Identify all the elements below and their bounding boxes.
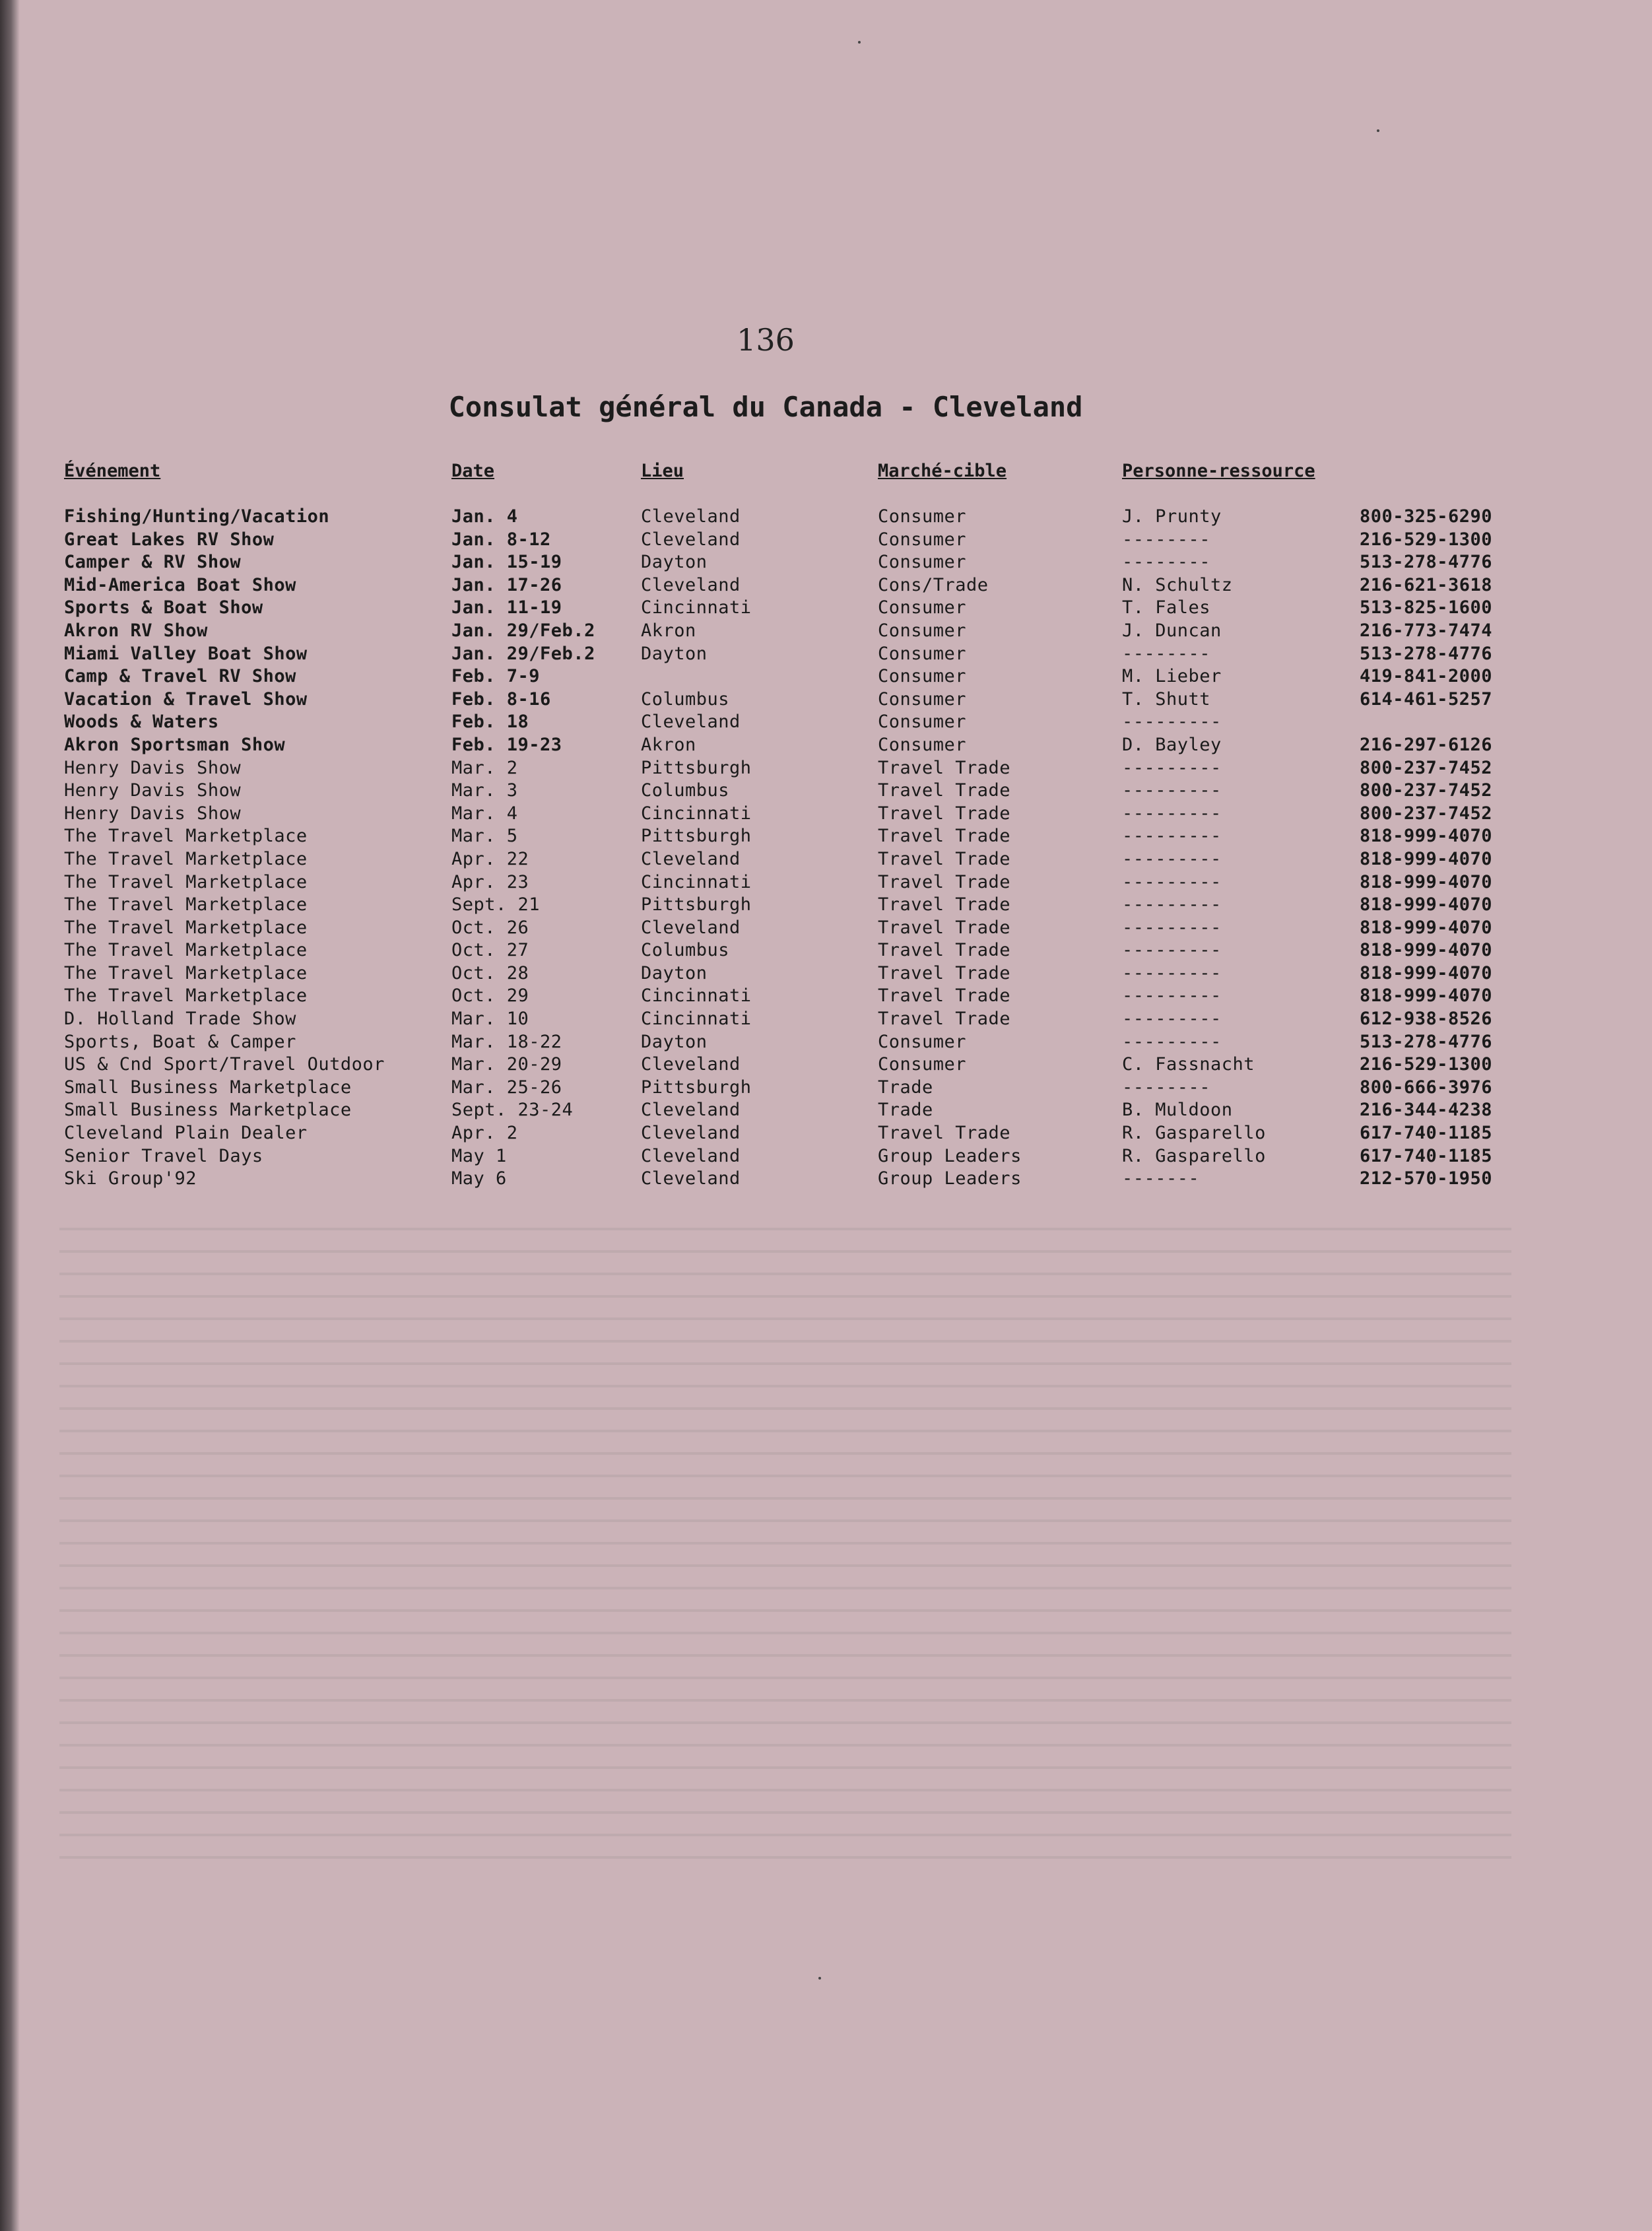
binding-edge	[0, 0, 20, 2231]
event-phone: 818-999-4070	[1360, 917, 1493, 938]
event-contact: ---------	[1122, 962, 1222, 983]
event-name: Camper & RV Show	[64, 552, 242, 573]
event-name: The Travel Marketplace	[64, 848, 308, 869]
event-name: Small Business Marketplace	[64, 1077, 352, 1098]
event-market: Consumer	[878, 529, 967, 550]
event-contact: M. Lieber	[1122, 666, 1222, 687]
event-place: Akron	[641, 734, 696, 755]
event-name: The Travel Marketplace	[64, 826, 308, 847]
event-date: Apr. 23	[451, 871, 529, 892]
event-market: Consumer	[878, 734, 967, 755]
event-contact: C. Fassnacht	[1122, 1054, 1255, 1075]
event-phone: 419-841-2000	[1360, 666, 1493, 687]
page-title: Consulat général du Canada - Cleveland	[448, 391, 1083, 423]
event-place: Cincinnati	[641, 803, 752, 824]
event-phone: 612-938-8526	[1360, 1009, 1493, 1030]
event-phone: 818-999-4070	[1360, 894, 1493, 916]
speck	[818, 1977, 821, 1980]
event-name: The Travel Marketplace	[64, 917, 308, 938]
event-place: Columbus	[641, 688, 730, 710]
event-place: Pittsburgh	[641, 826, 752, 847]
event-place: Cincinnati	[641, 597, 752, 618]
event-market: Consumer	[878, 620, 967, 641]
event-market: Travel Trade	[878, 757, 1011, 778]
event-phone: 800-237-7452	[1360, 803, 1493, 824]
event-market: Consumer	[878, 666, 967, 687]
event-date: Feb. 18	[451, 712, 529, 733]
event-name: Cleveland Plain Dealer	[64, 1123, 308, 1144]
event-market: Group Leaders	[878, 1168, 1022, 1189]
event-place: Pittsburgh	[641, 757, 752, 778]
event-date: Mar. 10	[451, 1009, 529, 1030]
event-phone: 818-999-4070	[1360, 985, 1493, 1007]
event-date: Oct. 29	[451, 985, 529, 1007]
event-date: Mar. 4	[451, 803, 518, 824]
event-name: Henry Davis Show	[64, 803, 242, 824]
event-name: Fishing/Hunting/Vacation	[64, 506, 330, 527]
event-date: Oct. 26	[451, 917, 529, 938]
event-name: The Travel Marketplace	[64, 962, 308, 983]
event-contact: --------	[1122, 552, 1211, 573]
event-date: Jan. 29/Feb.2	[451, 620, 595, 641]
event-contact: ---------	[1122, 803, 1222, 824]
event-date: Mar. 3	[451, 780, 518, 801]
event-date: Mar. 20-29	[451, 1054, 562, 1075]
page-number: 136	[737, 322, 795, 358]
event-contact: ---------	[1122, 985, 1222, 1007]
event-phone: 617-740-1185	[1360, 1123, 1493, 1144]
event-contact: ---------	[1122, 780, 1222, 801]
event-date: Jan. 29/Feb.2	[451, 643, 595, 664]
event-name: Senior Travel Days	[64, 1145, 263, 1166]
event-market: Consumer	[878, 552, 967, 573]
event-name: Great Lakes RV Show	[64, 529, 275, 550]
event-phone: 216-297-6126	[1360, 734, 1493, 755]
event-phone: 818-999-4070	[1360, 826, 1493, 847]
event-date: Oct. 27	[451, 940, 529, 961]
event-place: Cincinnati	[641, 985, 752, 1007]
event-name: The Travel Marketplace	[64, 871, 308, 892]
event-phone: 216-529-1300	[1360, 1054, 1493, 1075]
event-contact: ---------	[1122, 712, 1222, 733]
event-contact: T. Shutt	[1122, 688, 1211, 710]
event-place: Dayton	[641, 643, 708, 664]
event-date: Apr. 22	[451, 848, 529, 869]
event-place: Cleveland	[641, 574, 741, 595]
event-name: Henry Davis Show	[64, 780, 242, 801]
event-phone: 513-825-1600	[1360, 597, 1493, 618]
event-place: Cleveland	[641, 1100, 741, 1121]
event-name: Small Business Marketplace	[64, 1100, 352, 1121]
event-name: US & Cnd Sport/Travel Outdoor	[64, 1054, 385, 1075]
event-market: Cons/Trade	[878, 574, 989, 595]
event-phone: 216-621-3618	[1360, 574, 1493, 595]
event-date: Feb. 19-23	[451, 734, 562, 755]
event-phone: 818-999-4070	[1360, 848, 1493, 869]
event-market: Trade	[878, 1100, 933, 1121]
event-market: Travel Trade	[878, 848, 1011, 869]
event-date: Oct. 28	[451, 962, 529, 983]
event-market: Consumer	[878, 1054, 967, 1075]
speck	[1377, 129, 1379, 132]
event-contact: ---------	[1122, 1009, 1222, 1030]
event-contact: T. Fales	[1122, 597, 1211, 618]
event-phone: 614-461-5257	[1360, 688, 1493, 710]
event-contact: ---------	[1122, 871, 1222, 892]
event-market: Travel Trade	[878, 780, 1011, 801]
event-date: Mar. 2	[451, 757, 518, 778]
event-date: Mar. 5	[451, 826, 518, 847]
event-date: Jan. 11-19	[451, 597, 562, 618]
event-date: Mar. 25-26	[451, 1077, 562, 1098]
event-market: Travel Trade	[878, 962, 1011, 983]
header-place: Lieu	[641, 461, 684, 481]
event-name: Woods & Waters	[64, 712, 219, 733]
event-market: Travel Trade	[878, 917, 1011, 938]
event-contact: D. Bayley	[1122, 734, 1222, 755]
event-contact: --------	[1122, 529, 1211, 550]
event-market: Consumer	[878, 597, 967, 618]
event-date: Apr. 2	[451, 1123, 518, 1144]
event-place: Cleveland	[641, 917, 741, 938]
event-date: Jan. 8-12	[451, 529, 551, 550]
event-market: Consumer	[878, 506, 967, 527]
event-market: Consumer	[878, 712, 967, 733]
event-contact: -------	[1122, 1168, 1200, 1189]
event-date: May 1	[451, 1145, 507, 1166]
event-place: Cleveland	[641, 506, 741, 527]
event-date: Sept. 21	[451, 894, 541, 916]
event-place: Cincinnati	[641, 871, 752, 892]
event-phone: 818-999-4070	[1360, 871, 1493, 892]
event-phone: 800-666-3976	[1360, 1077, 1493, 1098]
event-market: Trade	[878, 1077, 933, 1098]
event-date: Feb. 8-16	[451, 688, 551, 710]
event-date: Sept. 23-24	[451, 1100, 574, 1121]
bleed-through-shadow	[59, 1215, 1511, 1875]
event-phone: 216-529-1300	[1360, 529, 1493, 550]
event-date: Mar. 18-22	[451, 1031, 562, 1052]
event-name: Sports, Boat & Camper	[64, 1031, 296, 1052]
event-phone: 212-570-1950	[1360, 1168, 1493, 1189]
event-contact: ---------	[1122, 940, 1222, 961]
event-place: Akron	[641, 620, 696, 641]
event-place: Dayton	[641, 552, 708, 573]
event-name: Mid-America Boat Show	[64, 574, 296, 595]
header-event: Événement	[64, 461, 161, 481]
event-market: Travel Trade	[878, 1009, 1011, 1030]
event-name: The Travel Marketplace	[64, 985, 308, 1007]
event-date: May 6	[451, 1168, 507, 1189]
event-name: D. Holland Trade Show	[64, 1009, 296, 1030]
event-contact: ---------	[1122, 826, 1222, 847]
event-place: Cleveland	[641, 529, 741, 550]
header-contact: Personne-ressource	[1122, 461, 1315, 481]
event-place: Cleveland	[641, 1123, 741, 1144]
event-market: Group Leaders	[878, 1145, 1022, 1166]
event-market: Consumer	[878, 688, 967, 710]
event-phone: 216-773-7474	[1360, 620, 1493, 641]
event-market: Travel Trade	[878, 894, 1011, 916]
event-contact: ---------	[1122, 917, 1222, 938]
event-phone: 513-278-4776	[1360, 643, 1493, 664]
event-contact: R. Gasparello	[1122, 1145, 1266, 1166]
event-place: Cleveland	[641, 1168, 741, 1189]
event-phone: 216-344-4238	[1360, 1100, 1493, 1121]
event-name: Akron Sportsman Show	[64, 734, 286, 755]
event-contact: J. Duncan	[1122, 620, 1222, 641]
event-phone: 800-237-7452	[1360, 757, 1493, 778]
event-contact: B. Muldoon	[1122, 1100, 1233, 1121]
event-place: Dayton	[641, 1031, 708, 1052]
event-date: Jan. 15-19	[451, 552, 562, 573]
event-place: Cleveland	[641, 1054, 741, 1075]
event-date: Jan. 4	[451, 506, 518, 527]
event-phone: 513-278-4776	[1360, 1031, 1493, 1052]
event-market: Travel Trade	[878, 871, 1011, 892]
event-contact: --------	[1122, 1077, 1211, 1098]
speck	[858, 41, 861, 44]
event-phone: 800-237-7452	[1360, 780, 1493, 801]
header-market: Marché-cible	[878, 461, 1007, 481]
event-phone: 800-325-6290	[1360, 506, 1493, 527]
event-contact: ---------	[1122, 848, 1222, 869]
event-contact: N. Schultz	[1122, 574, 1233, 595]
event-contact: --------	[1122, 643, 1211, 664]
event-place: Dayton	[641, 962, 708, 983]
event-name: Sports & Boat Show	[64, 597, 263, 618]
event-name: The Travel Marketplace	[64, 894, 308, 916]
event-contact: R. Gasparello	[1122, 1123, 1266, 1144]
event-date: Jan. 17-26	[451, 574, 562, 595]
event-place: Pittsburgh	[641, 894, 752, 916]
event-market: Travel Trade	[878, 803, 1011, 824]
event-place: Pittsburgh	[641, 1077, 752, 1098]
event-contact: ---------	[1122, 894, 1222, 916]
event-name: Ski Group'92	[64, 1168, 197, 1189]
event-place: Cleveland	[641, 848, 741, 869]
event-name: Camp & Travel RV Show	[64, 666, 296, 687]
event-name: Vacation & Travel Show	[64, 688, 308, 710]
event-date: Feb. 7-9	[451, 666, 541, 687]
event-phone: 818-999-4070	[1360, 962, 1493, 983]
event-phone: 617-740-1185	[1360, 1145, 1493, 1166]
event-market: Travel Trade	[878, 940, 1011, 961]
event-market: Consumer	[878, 1031, 967, 1052]
event-contact: J. Prunty	[1122, 506, 1222, 527]
event-contact: ---------	[1122, 757, 1222, 778]
event-market: Travel Trade	[878, 826, 1011, 847]
header-date: Date	[451, 461, 495, 481]
event-place: Columbus	[641, 940, 730, 961]
event-name: Miami Valley Boat Show	[64, 643, 308, 664]
event-place: Cincinnati	[641, 1009, 752, 1030]
event-place: Columbus	[641, 780, 730, 801]
event-phone: 513-278-4776	[1360, 552, 1493, 573]
event-contact: ---------	[1122, 1031, 1222, 1052]
event-name: Henry Davis Show	[64, 757, 242, 778]
event-phone: 818-999-4070	[1360, 940, 1493, 961]
event-market: Travel Trade	[878, 985, 1011, 1007]
event-market: Consumer	[878, 643, 967, 664]
event-name: Akron RV Show	[64, 620, 208, 641]
event-market: Travel Trade	[878, 1123, 1011, 1144]
event-place: Cleveland	[641, 712, 741, 733]
event-place: Cleveland	[641, 1145, 741, 1166]
event-name: The Travel Marketplace	[64, 940, 308, 961]
